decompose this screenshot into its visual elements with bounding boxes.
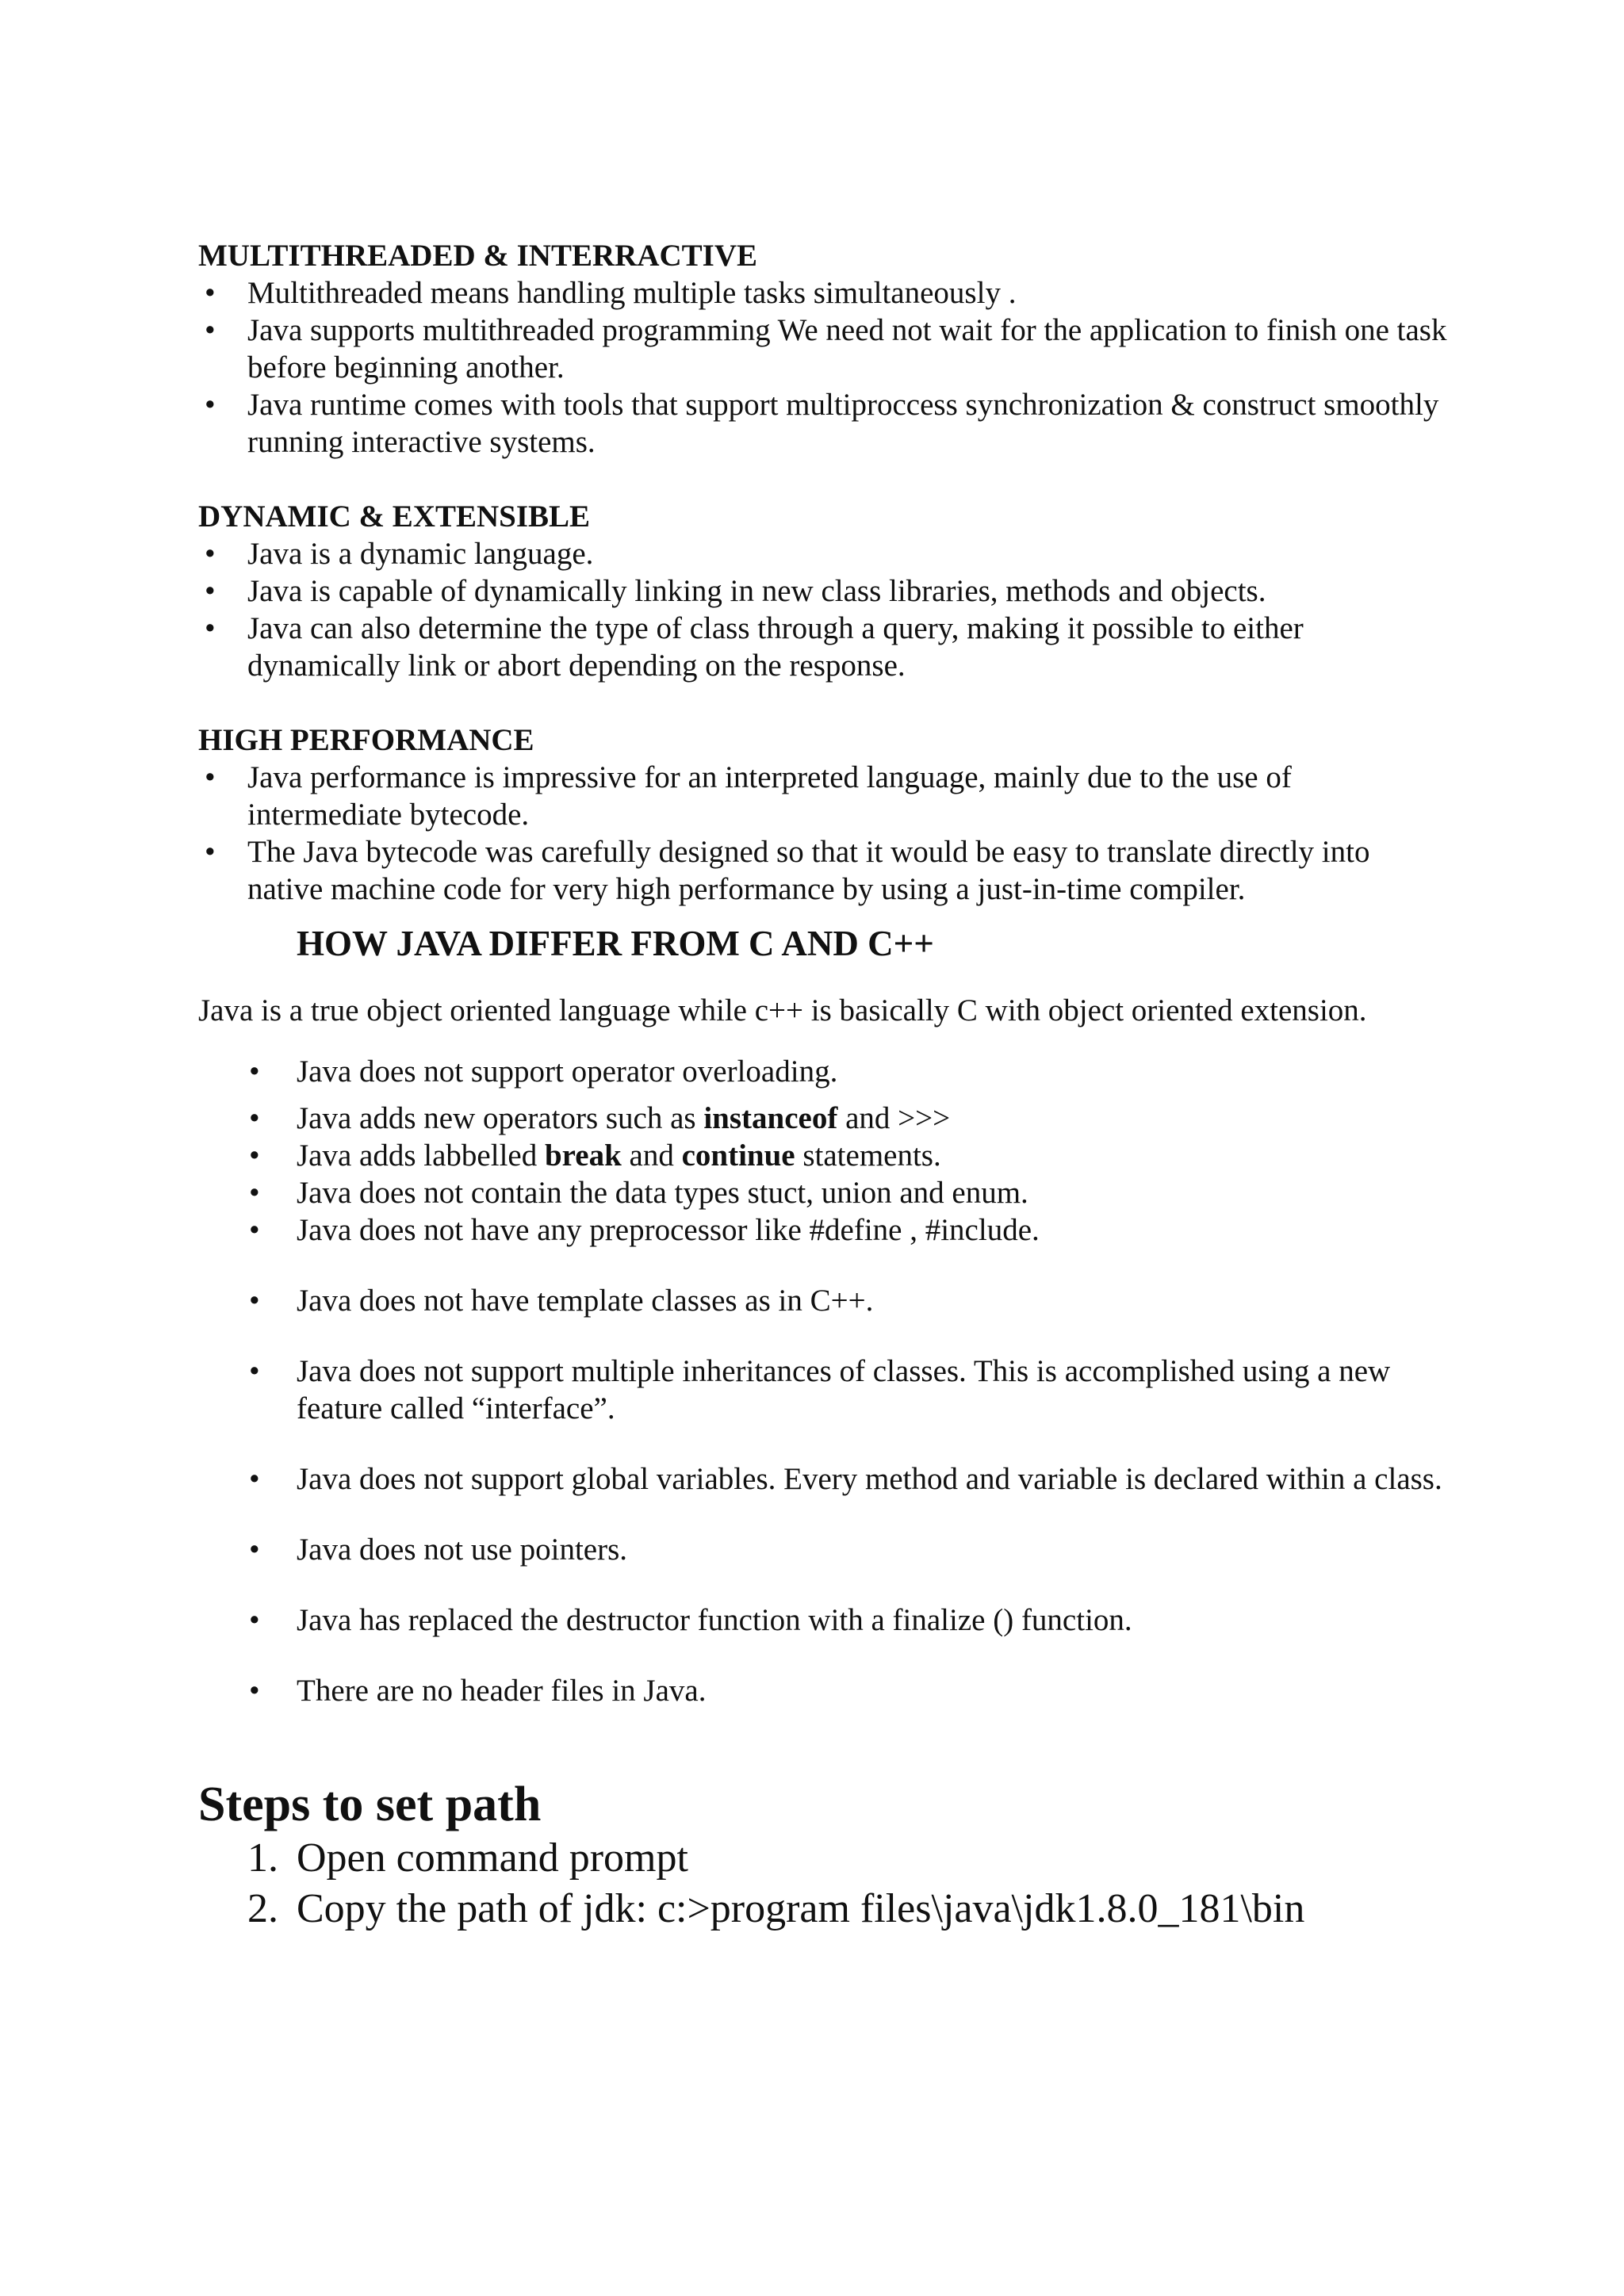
list-item: • Java has replaced the destructor function with a finalize () function. bbox=[249, 1603, 1132, 1637]
section-heading-dynamic: DYNAMIC & EXTENSIBLE bbox=[198, 499, 591, 534]
bullet-icon: • bbox=[205, 760, 216, 794]
list-item: • The Java bytecode was carefully designed so that it would be easy to translate directly into native machine code for very high performance by using a just-in-time compiler. bbox=[205, 835, 1370, 906]
section-heading-performance: HIGH PERFORMANCE bbox=[198, 723, 534, 757]
bullet-icon: • bbox=[249, 1101, 260, 1135]
bullet-icon: • bbox=[249, 1603, 260, 1637]
bullet-icon: • bbox=[249, 1674, 260, 1708]
list-item: • Java runtime comes with tools that support multiproccess synchronization & construct smoothly running interactive systems. bbox=[205, 388, 1439, 459]
list-item: • Java does not support global variables. Every method and variable is declared within a class. bbox=[249, 1462, 1442, 1496]
list-item: • Java adds new operators such as instanceof and >>> bbox=[249, 1101, 951, 1135]
list-item: • Java does not contain the data types stuct, union and enum. bbox=[249, 1176, 1028, 1210]
list-item: • There are no header files in Java. bbox=[249, 1674, 707, 1708]
bullet-icon: • bbox=[249, 1176, 260, 1210]
step-item: 1. Open command prompt bbox=[198, 1833, 1451, 1884]
bullet-icon: • bbox=[205, 276, 216, 310]
bullet-list-multithreaded bbox=[198, 274, 1451, 461]
step-item: 2. Copy the path of jdk: c:>program files\java\jdk1.8.0_181\bin bbox=[198, 1884, 1451, 1934]
differ-intro: Java is a true object oriented language while c++ is basically C with object oriented extension. bbox=[198, 993, 1367, 1027]
bullet-icon: • bbox=[249, 1533, 260, 1567]
bullet-icon: • bbox=[205, 835, 216, 869]
differ-heading: HOW JAVA DIFFER FROM C AND C++ bbox=[297, 924, 934, 963]
keyword-continue: continue bbox=[681, 1138, 795, 1173]
list-item: • Java adds labbelled break and continue statements. bbox=[249, 1138, 941, 1173]
bullet-icon: • bbox=[205, 611, 216, 645]
bullet-icon: • bbox=[249, 1354, 260, 1388]
bullet-icon: • bbox=[205, 537, 216, 571]
list-item: • Multithreaded means handling multiple tasks simultaneously . bbox=[205, 276, 1017, 310]
list-item: • Java supports multithreaded programming We need not wait for the application to finish one task before beginning another. bbox=[205, 313, 1447, 385]
list-item: • Java does not have template classes as in C++. bbox=[249, 1284, 874, 1318]
list-item: • Java does not use pointers. bbox=[249, 1533, 628, 1567]
bullet-list-differ bbox=[198, 1053, 1451, 1709]
list-item: • Java can also determine the type of class through a query, making it possible to either dynamically link or abort depending on the response. bbox=[205, 611, 1304, 683]
bullet-list-dynamic bbox=[198, 535, 1451, 684]
steps-list bbox=[198, 1833, 1451, 1934]
bullet-icon: • bbox=[249, 1284, 260, 1318]
bullet-icon: • bbox=[249, 1213, 260, 1247]
bullet-icon: • bbox=[205, 574, 216, 608]
bullet-icon: • bbox=[249, 1462, 260, 1496]
bullet-icon: • bbox=[205, 313, 216, 347]
list-item: • Java is capable of dynamically linking in new class libraries, methods and objects. bbox=[205, 574, 1266, 608]
list-item: • Java does not have any preprocessor like #define , #include. bbox=[249, 1213, 1040, 1247]
bullet-icon: • bbox=[205, 388, 216, 422]
steps-title: Steps to set path bbox=[198, 1777, 542, 1831]
section-heading-multithreaded: MULTITHREADED & INTERRACTIVE bbox=[198, 239, 758, 273]
bullet-icon: • bbox=[249, 1054, 260, 1089]
document-page bbox=[198, 238, 1451, 1934]
list-item: • Java is a dynamic language. bbox=[205, 537, 594, 571]
step-number: 2. bbox=[247, 1886, 278, 1931]
list-item: • Java does not support operator overloading. bbox=[249, 1054, 838, 1089]
keyword-break: break bbox=[544, 1138, 622, 1173]
step-number: 1. bbox=[247, 1835, 278, 1881]
bullet-list-performance bbox=[198, 759, 1451, 908]
list-item: • Java performance is impressive for an interpreted language, mainly due to the use of intermediate bytecode. bbox=[205, 760, 1292, 832]
keyword-instanceof: instanceof bbox=[703, 1101, 838, 1135]
list-item: • Java does not support multiple inheritances of classes. This is accomplished using a new feature called “interface”. bbox=[249, 1354, 1391, 1425]
bullet-icon: • bbox=[249, 1138, 260, 1173]
